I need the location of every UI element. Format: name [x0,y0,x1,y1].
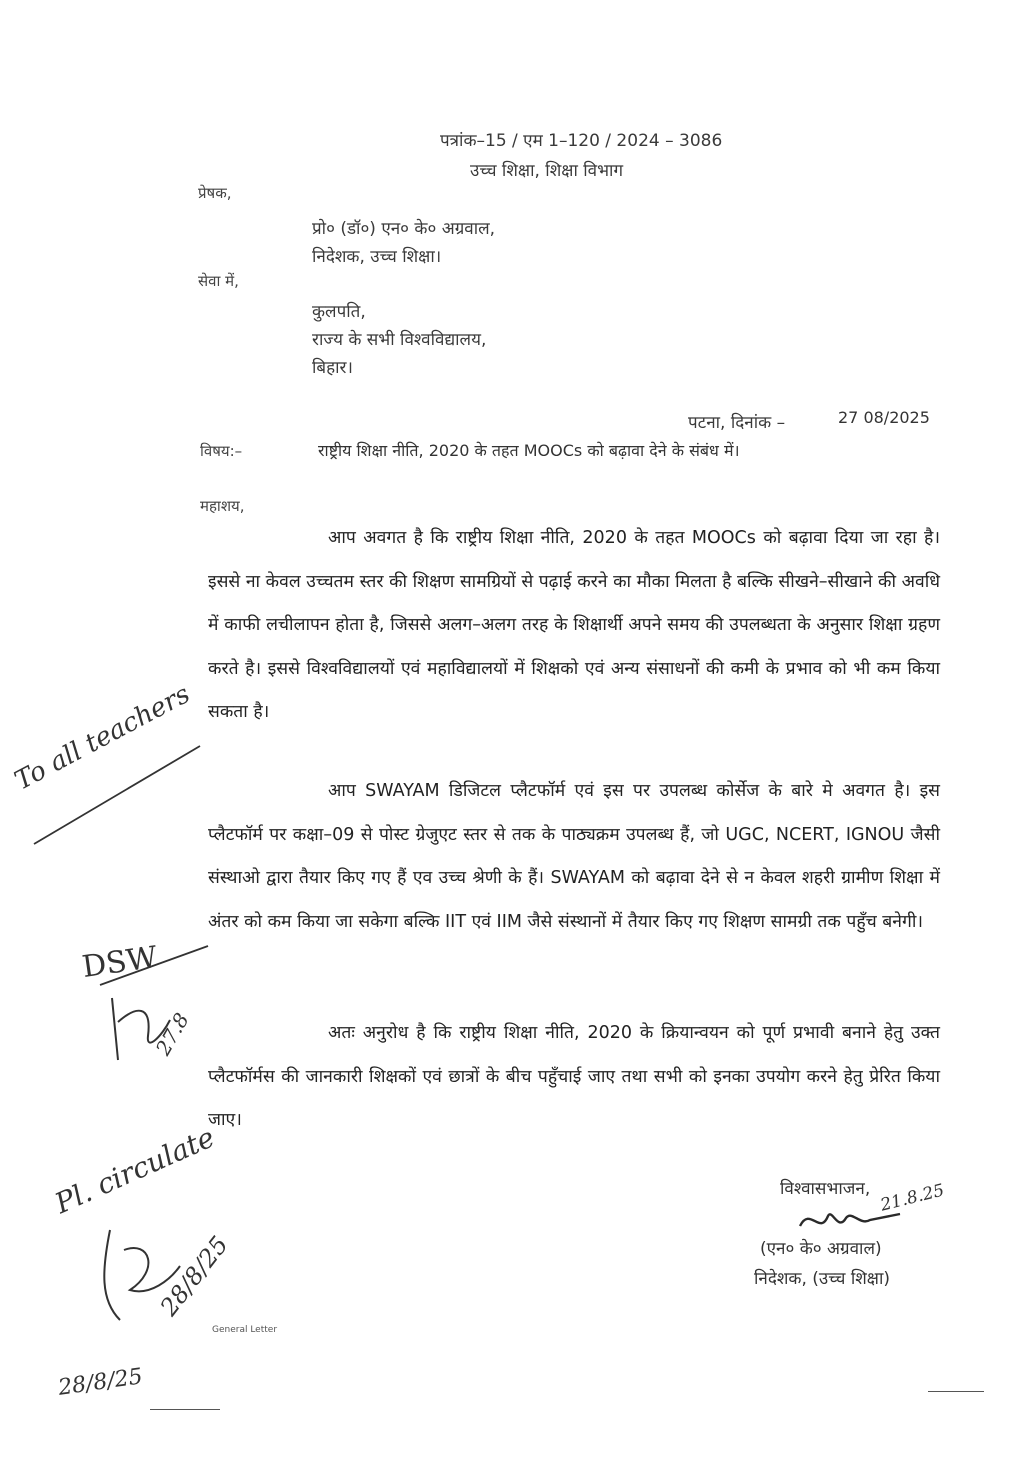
paragraph-3-text: अतः अनुरोध है कि राष्ट्रीय शिक्षा नीति, 2020 के क्रियान्वयन को पूर्ण प्रभावी बनाने हेतु उक्त प्लैटफॉर्मस की जानकारी शिक्षकों एवं छात्रों के बीच पहुँचाई जाए तथा सभी को इनका उपयोग करने हेतु प्रेरित किया जाए। [208,1023,940,1130]
handwritten-to-all-teachers: To all teachers [10,679,195,797]
dsw-initials-scribble [90,940,220,1070]
handwritten-pl-circulate: Pl. circulate [50,1120,220,1221]
paragraph-2-text: आप SWAYAM डिजिटल प्लैटफॉर्म एवं इस पर उपलब्ध कोर्सेज के बारे मे अवगत है। इस प्लैटफॉर्म पर कक्षा–09 से पोस्ट ग्रेजुएट स्तर से तक के पाठ्यक्रम उपलब्ध हैं, जो UGC, NCERT, IGNOU जैसी संस्थाओ द्वारा तैयार किए गए हैं एव उच्च श्रेणी के हैं। SWAYAM को बढ़ावा देने से न केवल शहरी ग्रामीण शिक्षा में अंतर को कम किया जा सकेगा बल्कि IIT एवं IIM जैसे संस्थानों में तैयार किए गए शिक्षण सामग्री तक पहुँच बनेगी। [208,781,940,932]
handwritten-circulate-date: 28/8/25 [154,1230,234,1322]
signatory-name: (एन० के० अग्रवाल) [760,1239,882,1259]
recipient-line-3: बिहार। [312,358,353,378]
valediction: विश्वासभाजन, [780,1179,871,1199]
footer-label: General Letter [212,1325,278,1335]
place-label: पटना, दिनांक – [688,413,786,433]
signature-date: 21.8.25 [878,1180,947,1216]
sender-designation: निदेशक, उच्च शिक्षा। [312,247,442,267]
handwritten-dsw-date: 27.8 [150,1008,194,1060]
underline-stroke [30,740,210,850]
subject-text: राष्ट्रीय शिक्षा नीति, 2020 के तहत MOOCs को बढ़ावा देने के संबंध में। [318,441,740,460]
body-paragraph-1 [208,517,940,735]
recipient-label: सेवा में, [198,272,239,290]
body-paragraph-2 [208,770,940,944]
signatory-designation: निदेशक, (उच्च शिक्षा) [754,1269,891,1289]
letter-date: 27 08/2025 [838,408,930,427]
recipient-line-1: कुलपति, [312,302,366,322]
salutation: महाशय, [200,497,245,515]
footer-rule-left [150,1409,220,1410]
body-paragraph-3 [208,1012,940,1143]
recipient-line-2: राज्य के सभी विश्वविद्यालय, [312,330,487,350]
handwritten-dsw: DSW [79,939,160,986]
footer-rule-right [928,1391,984,1392]
reference-number: पत्रांक–15 / एम 1–120 / 2024 – 3086 [440,131,723,151]
department-name: उच्च शिक्षा, शिक्षा विभाग [470,161,624,181]
subject-label: विषय:– [200,442,243,460]
paragraph-1-text: आप अवगत है कि राष्ट्रीय शिक्षा नीति, 2020 के तहत MOOCs को बढ़ावा दिया जा रहा है। इससे ना केवल उच्चतम स्तर की शिक्षण सामग्रियों से पढ़ाई करने का मौका मिलता है बल्कि सीखने–सीखाने की अवधि में काफी लचीलापन होता है, जिससे अलग–अलग तरह के शिक्षार्थी अपने समय की उपलब्धता के अनुसार शिक्षा ग्रहण करते है। इससे विश्वविद्यालयों एवं महाविद्यालयों में शिक्षको एवं अन्य संसाधनों की कमी के प्रभाव को भी कम किया सकता है। [208,528,940,722]
sender-label: प्रेषक, [198,184,232,202]
handwritten-corner-note: 28/8/25 [56,1364,145,1401]
sender-name: प्रो० (डॉ०) एन० के० अग्रवाल, [312,219,496,239]
